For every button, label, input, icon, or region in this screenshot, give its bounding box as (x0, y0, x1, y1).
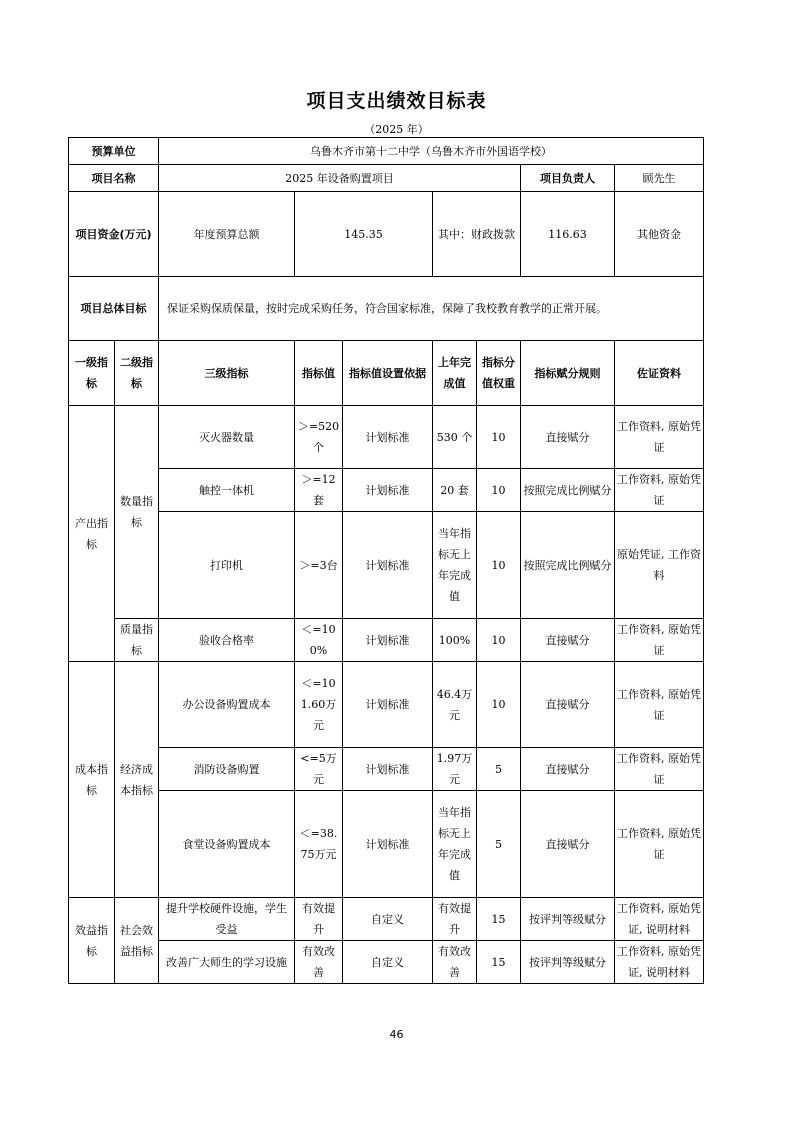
page-number: 46 (389, 1028, 404, 1041)
funds-row (69, 192, 704, 277)
indicator-name: 灭火器数量 (159, 406, 295, 469)
table-row (69, 748, 704, 791)
indicator-basis: 计划标准 (343, 406, 433, 469)
indicator-value: ＞=520个 (295, 406, 343, 469)
indicator-basis: 计划标准 (343, 512, 433, 619)
budget-unit-value: 乌鲁木齐市第十二中学（乌鲁木齐市外国语学校） (159, 138, 704, 165)
group-output: 产出指标 (69, 406, 115, 662)
header-level3: 三级指标 (159, 341, 295, 406)
indicator-rule: 直接赋分 (521, 748, 615, 791)
document-year: （2025 年） (364, 123, 429, 136)
indicator-rule: 直接赋分 (521, 619, 615, 662)
indicator-weight: 10 (477, 406, 521, 469)
indicator-evidence: 工作资料, 原始凭证 (615, 748, 704, 791)
indicator-rule: 直接赋分 (521, 791, 615, 898)
indicator-weight: 10 (477, 619, 521, 662)
group-social: 社会效益指标 (115, 898, 159, 984)
funds-label: 项目资金(万元) (69, 192, 159, 277)
table-row (69, 791, 704, 898)
project-name-value: 2025 年设备购置项目 (159, 165, 521, 192)
goal-value: 保证采购保质保量，按时完成采购任务，符合国家标准，保障了我校教育教学的正常开展。 (159, 277, 704, 341)
header-last-year: 上年完成值 (433, 341, 477, 406)
indicator-evidence: 工作资料, 原始凭证 (615, 662, 704, 748)
indicator-evidence: 工作资料, 原始凭证, 说明材料 (615, 941, 704, 984)
project-leader-label: 项目负责人 (521, 165, 615, 192)
indicator-basis: 计划标准 (343, 619, 433, 662)
header-level1: 一级指标 (69, 341, 115, 406)
indicator-last-year: 530 个 (433, 406, 477, 469)
indicator-last-year: 当年指标无上年完成值 (433, 791, 477, 898)
indicator-last-year: 1.97万元 (433, 748, 477, 791)
indicator-weight: 10 (477, 512, 521, 619)
header-level2: 二级指标 (115, 341, 159, 406)
fiscal-value: 116.63 (521, 192, 615, 277)
indicator-evidence: 工作资料, 原始凭证 (615, 406, 704, 469)
table-row (69, 512, 704, 619)
group-economic: 经济成本指标 (115, 662, 159, 898)
indicator-basis: 计划标准 (343, 662, 433, 748)
indicator-name: 消防设备购置 (159, 748, 295, 791)
header-evidence: 佐证资料 (615, 341, 704, 406)
header-rule: 指标赋分规则 (521, 341, 615, 406)
indicator-rule: 直接赋分 (521, 406, 615, 469)
indicator-basis: 自定义 (343, 941, 433, 984)
group-benefit: 效益指标 (69, 898, 115, 984)
indicator-value: 有效提升 (295, 898, 343, 941)
indicator-value: <=5万元 (295, 748, 343, 791)
indicator-name: 验收合格率 (159, 619, 295, 662)
indicator-rule: 按照完成比例赋分 (521, 469, 615, 512)
budget-unit-row (69, 138, 704, 165)
group-quality: 质量指标 (115, 619, 159, 662)
indicator-weight: 5 (477, 791, 521, 898)
indicator-value: ＜=101.60万元 (295, 662, 343, 748)
annual-budget-label: 年度预算总额 (159, 192, 295, 277)
indicator-weight: 15 (477, 898, 521, 941)
header-basis: 指标值设置依据 (343, 341, 433, 406)
indicator-weight: 10 (477, 662, 521, 748)
document-title: 项目支出绩效目标表 (306, 90, 487, 112)
indicator-last-year: 有效提升 (433, 898, 477, 941)
indicator-evidence: 工作资料, 原始凭证 (615, 619, 704, 662)
header-weight: 指标分值权重 (477, 341, 521, 406)
indicator-value: ＜=38.75万元 (295, 791, 343, 898)
indicator-basis: 计划标准 (343, 469, 433, 512)
indicator-name: 打印机 (159, 512, 295, 619)
table-row (69, 469, 704, 512)
indicator-name: 提升学校硬件设施，学生受益 (159, 898, 295, 941)
indicator-last-year: 有效改善 (433, 941, 477, 984)
indicator-name: 改善广大师生的学习设施 (159, 941, 295, 984)
indicator-name: 办公设备购置成本 (159, 662, 295, 748)
table-row (69, 662, 704, 748)
budget-unit-label: 预算单位 (69, 138, 159, 165)
indicator-weight: 5 (477, 748, 521, 791)
indicator-evidence: 工作资料, 原始凭证 (615, 791, 704, 898)
indicator-basis: 计划标准 (343, 791, 433, 898)
project-leader-value: 顾先生 (615, 165, 704, 192)
indicator-basis: 自定义 (343, 898, 433, 941)
indicator-value: 有效改善 (295, 941, 343, 984)
indicator-evidence: 工作资料, 原始凭证, 说明材料 (615, 898, 704, 941)
indicator-weight: 15 (477, 941, 521, 984)
indicator-rule: 按评判等级赋分 (521, 941, 615, 984)
indicator-last-year: 46.4万元 (433, 662, 477, 748)
indicator-evidence: 工作资料, 原始凭证 (615, 469, 704, 512)
goal-row (69, 277, 704, 341)
indicator-last-year: 当年指标无上年完成值 (433, 512, 477, 619)
other-label: 其他资金 (615, 192, 704, 277)
indicator-basis: 计划标准 (343, 748, 433, 791)
indicator-evidence: 原始凭证, 工作资料 (615, 512, 704, 619)
indicator-rule: 直接赋分 (521, 662, 615, 748)
header-value: 指标值 (295, 341, 343, 406)
indicator-last-year: 100% (433, 619, 477, 662)
project-name-label: 项目名称 (69, 165, 159, 192)
project-name-row (69, 165, 704, 192)
group-quantity: 数量指标 (115, 406, 159, 619)
goal-label: 项目总体目标 (69, 277, 159, 341)
performance-table (68, 137, 704, 984)
table-row (69, 406, 704, 469)
indicator-last-year: 20 套 (433, 469, 477, 512)
indicator-rule: 按照完成比例赋分 (521, 512, 615, 619)
annual-budget-value: 145.35 (295, 192, 433, 277)
table-row (69, 941, 704, 984)
group-cost: 成本指标 (69, 662, 115, 898)
fiscal-label: 其中：财政拨款 (433, 192, 521, 277)
indicator-weight: 10 (477, 469, 521, 512)
indicator-name: 触控一体机 (159, 469, 295, 512)
indicator-value: ＞=3台 (295, 512, 343, 619)
indicator-name: 食堂设备购置成本 (159, 791, 295, 898)
indicator-rule: 按评判等级赋分 (521, 898, 615, 941)
table-row (69, 619, 704, 662)
header-row (69, 341, 704, 406)
indicator-value: ＞=12套 (295, 469, 343, 512)
table-row (69, 898, 704, 941)
indicator-value: ＜=100% (295, 619, 343, 662)
